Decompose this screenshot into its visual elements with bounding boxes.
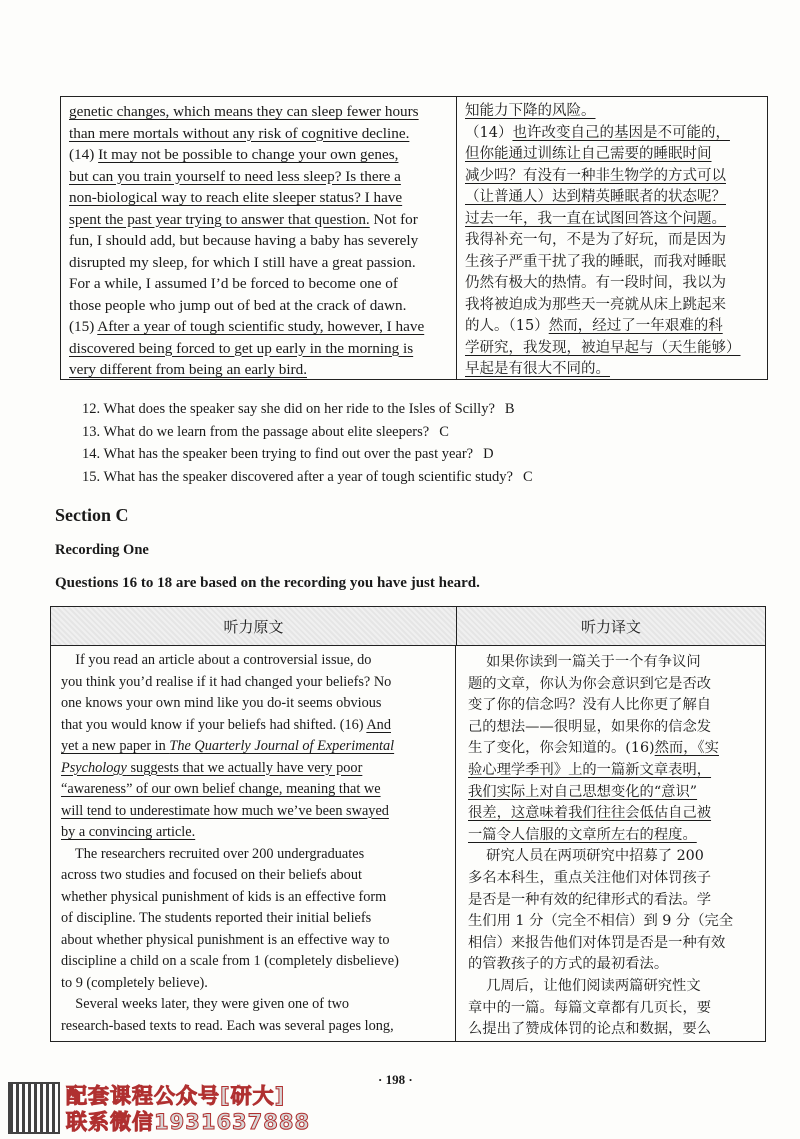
underlined-text: 知能力下降的风险。 <box>465 103 596 119</box>
table-body <box>51 646 765 1042</box>
text-segment: 的人。（15） <box>465 318 549 334</box>
text-line <box>465 316 759 338</box>
underlined-text: 很差，这意味着我们往往会低估自己被 <box>468 805 712 822</box>
table-header <box>51 607 765 646</box>
text-segment: 题的文章，你认为你会意识到它是否改 <box>468 675 712 692</box>
text-line <box>69 252 448 274</box>
recording-title: Recording One <box>55 542 149 558</box>
text-segment: （14） <box>465 124 513 141</box>
text-segment: 生孩子严重干扰了我的睡眠，而我对睡眠 <box>465 253 726 270</box>
underlined-text: “awareness” of our own belief change, meaning that we <box>61 781 381 797</box>
text-segment: 多名本科生，重点关注他们对体罚孩子 <box>468 869 712 886</box>
text-line <box>465 273 759 295</box>
text-segment: 么提出了赞成体罚的论点和数据，要么 <box>468 1021 712 1038</box>
text-segment: 生们用 1 分（完全不相信）到 9 分（完全 <box>468 913 734 930</box>
text-segment: to 9 (completely believe). <box>61 974 208 991</box>
text-line <box>69 273 448 295</box>
text-line <box>468 738 755 760</box>
text-line <box>468 846 755 868</box>
header-translation: 听力译文 <box>580 617 641 636</box>
text-line <box>61 758 445 780</box>
text-line <box>69 230 448 252</box>
underlined-text: 一篇令人信服的文章所左右的程度。 <box>468 826 697 843</box>
text-line <box>465 123 759 145</box>
text-line <box>468 976 755 998</box>
chinese-translation-column <box>457 97 767 379</box>
text-line <box>61 822 445 844</box>
question-text: 15. What has the speaker discovered after a year of tough scientific study? <box>82 468 513 485</box>
text-line <box>61 736 445 758</box>
text-line <box>468 674 755 696</box>
text-segment: research-based texts to read. Each was several pages long, <box>61 1017 394 1034</box>
text-line <box>61 779 445 801</box>
section-title: Section C <box>55 505 129 525</box>
text-segment: about whether physical punishment is an effective way to <box>61 931 390 948</box>
text-line <box>61 908 445 930</box>
text-line <box>465 209 759 231</box>
question-text: 12. What does the speaker say she did on her ride to the Isles of Scilly? <box>82 401 495 417</box>
question-item <box>82 421 533 444</box>
text-segment: disrupted my sleep, for which I still have a great passion. <box>69 253 416 271</box>
underlined-text: spent the past year trying to answer that question. <box>69 210 370 228</box>
text-line <box>468 1019 755 1041</box>
text-segment: 章中的一篇。每篇文章都有几页长，要 <box>468 999 712 1016</box>
text-segment: one knows your own mind like you do-it seems obvious <box>61 695 382 711</box>
underlined-text: discovered being forced to get up early in the morning is <box>69 339 414 357</box>
answer-letter: B <box>504 401 515 417</box>
text-segment: 我将被迫成为那些天一亮就从床上跳起来 <box>465 296 726 313</box>
question-text: 13. What do we learn from the passage about elite sleepers? <box>82 423 430 440</box>
text-segment: fun, I should add, but because having a baby has severely <box>69 232 419 249</box>
text-segment: Several weeks later, they were given one of two <box>61 996 350 1012</box>
text-line <box>468 717 755 739</box>
question-item <box>82 443 533 466</box>
text-line <box>69 316 448 338</box>
text-line <box>468 825 755 847</box>
qr-code-icon <box>8 1082 60 1134</box>
english-transcript-column <box>61 97 457 379</box>
text-line <box>61 865 445 887</box>
text-segment: If you read an article about a controversial issue, do <box>61 652 372 668</box>
text-segment: 几周后，让他们阅读两篇研究性文 <box>468 977 701 994</box>
text-line <box>69 338 448 360</box>
text-line <box>468 868 755 890</box>
underlined-text: 学研究，我发现，被迫早起与（天生能够） <box>465 339 741 356</box>
text-line <box>61 650 445 672</box>
text-line <box>465 252 759 274</box>
underlined-text: yet a new paper in <box>61 738 170 754</box>
text-segment: whether physical punishment of kids is an effective form <box>61 888 387 905</box>
text-segment: 仍然有极大的热情。有一段时间，我以为 <box>465 275 726 291</box>
underlined-text: The Quarterly Journal of Experimental <box>169 738 395 754</box>
answer-letter: D <box>483 446 494 462</box>
text-line <box>468 890 755 912</box>
question-list <box>82 398 533 488</box>
text-line <box>61 930 445 952</box>
text-line <box>468 998 755 1020</box>
answer-letter: C <box>522 468 533 485</box>
underlined-text: 过去一年，我一直在试图回答这个问题。 <box>465 210 726 227</box>
question-text: 14. What has the speaker been trying to find out over the past year? <box>82 446 474 462</box>
text-line <box>61 844 445 866</box>
underlined-text: 我们实际上对自己思想变化的“意识” <box>468 783 698 800</box>
question-item <box>82 466 533 489</box>
text-segment: discipline a child on a scale from 1 (completely disbelieve) <box>61 953 399 969</box>
text-line <box>69 144 448 166</box>
text-line <box>69 101 448 123</box>
underlined-text: 也许改变自己的基因是不可能的， <box>512 124 730 141</box>
text-segment: 如果你读到一篇关于一个有争议问 <box>468 654 701 670</box>
text-segment: across two studies and focused on their beliefs about <box>61 867 362 883</box>
underlined-text: Psychology <box>61 759 127 776</box>
text-line <box>465 295 759 317</box>
text-segment: 研究人员在两项研究中招募了 200 <box>468 848 704 865</box>
text-line <box>61 715 445 737</box>
underlined-text: 然而，经过了一年艰难的科 <box>548 318 723 334</box>
english-transcript-column <box>51 646 456 1042</box>
text-line <box>468 911 755 933</box>
text-segment: that you would know if your beliefs had shifted. (16) <box>61 716 367 733</box>
underlined-text: It may not be possible to change your own genes, <box>98 146 399 163</box>
text-line <box>468 954 755 976</box>
text-line <box>69 209 448 231</box>
text-line <box>468 760 755 782</box>
text-segment: (15) <box>69 318 98 335</box>
underlined-text: very different from being an early bird. <box>69 361 307 378</box>
text-line <box>61 887 445 909</box>
text-segment: of discipline. The students reported their initial beliefs <box>61 910 372 926</box>
text-line <box>69 187 448 209</box>
text-segment: those people who jump out of bed at the crack of dawn. <box>69 296 407 314</box>
watermark-line-2: 联系微信1931637888 <box>66 1110 311 1134</box>
underlined-text: non-biological way to reach elite sleeper status? I have <box>69 189 403 206</box>
text-segment: (14) <box>69 146 99 163</box>
underlined-text: but can you train yourself to need less sleep? Is there a <box>69 167 401 185</box>
text-line <box>61 1016 445 1038</box>
underlined-text: 验心理学季刊》上的一篇新文章表明， <box>468 761 712 778</box>
text-segment: 是否是一种有效的纪律形式的看法。学 <box>468 891 712 908</box>
question-item <box>82 398 533 421</box>
underlined-text: 但你能通过训练让自己需要的睡眠时间 <box>465 146 712 162</box>
underlined-text: will tend to underestimate how much we’ve been swayed <box>61 802 389 819</box>
text-segment: The researchers recruited over 200 undergraduates <box>61 845 365 862</box>
text-line <box>468 652 755 674</box>
text-line <box>61 951 445 973</box>
text-line <box>61 994 445 1016</box>
text-segment: For a while, I assumed I’d be forced to become one of <box>69 275 398 292</box>
text-line <box>468 695 755 717</box>
text-line <box>468 803 755 825</box>
text-line <box>69 295 448 317</box>
text-segment: 相信）来报告他们对体罚是否是一种有效 <box>468 934 726 951</box>
transcript-table-top <box>60 96 768 380</box>
underlined-text: 然而，《实 <box>654 740 719 757</box>
underlined-text: than mere mortals without any risk of cognitive decline. <box>69 124 410 142</box>
text-segment: 我得补充一句，不是为了好玩，而是因为 <box>465 232 726 248</box>
underlined-text: by a convincing article. <box>61 824 196 840</box>
text-line <box>61 801 445 823</box>
text-segment: 的管教孩子的方式的最初看法。 <box>468 956 669 973</box>
text-line <box>69 123 448 145</box>
text-segment: 己的想法——很明显，如果你的信念发 <box>468 718 712 735</box>
text-line <box>465 187 759 209</box>
text-segment: Not for <box>369 210 418 228</box>
underlined-text: And <box>366 716 391 733</box>
text-line <box>465 230 759 252</box>
text-line <box>465 101 759 123</box>
chinese-translation-column <box>456 646 765 1042</box>
answer-letter: C <box>439 423 449 440</box>
underlined-text: After a year of tough scientific study, however, I have <box>97 318 425 335</box>
text-line <box>465 166 759 188</box>
watermark-line-1: 配套课程公众号[研大] <box>66 1084 286 1108</box>
text-line <box>465 338 759 360</box>
text-line <box>69 359 448 381</box>
text-line <box>465 359 759 381</box>
text-segment: 变了你的信念吗？没有人比你更了解自 <box>468 697 712 714</box>
underlined-text: genetic changes, which means they can sleep fewer hours <box>69 103 419 120</box>
text-line <box>468 933 755 955</box>
underlined-text: 早起是有很大不同的。 <box>465 361 610 377</box>
questions-note: Questions 16 to 18 are based on the recording you have just heard. <box>55 575 480 591</box>
text-line <box>69 166 448 188</box>
text-line <box>61 672 445 694</box>
underlined-text: （让普通人）达到精英睡眠者的状态呢？ <box>465 189 726 205</box>
text-segment: 生了变化，你会知道的。(16) <box>468 740 655 757</box>
text-segment: you think you’d realise if it had changed your beliefs? No <box>61 673 392 690</box>
text-line <box>468 782 755 804</box>
header-original-text: 听力原文 <box>51 607 457 645</box>
underlined-text: 减少吗？有没有一种非生物学的方式可以 <box>465 167 726 184</box>
text-line <box>61 693 445 715</box>
text-line <box>465 144 759 166</box>
page-number: · 198 · <box>378 1072 413 1087</box>
transcript-table-recording-one <box>50 606 766 1042</box>
underlined-text: suggests that we actually have very poor <box>126 759 363 776</box>
text-line <box>61 973 445 995</box>
